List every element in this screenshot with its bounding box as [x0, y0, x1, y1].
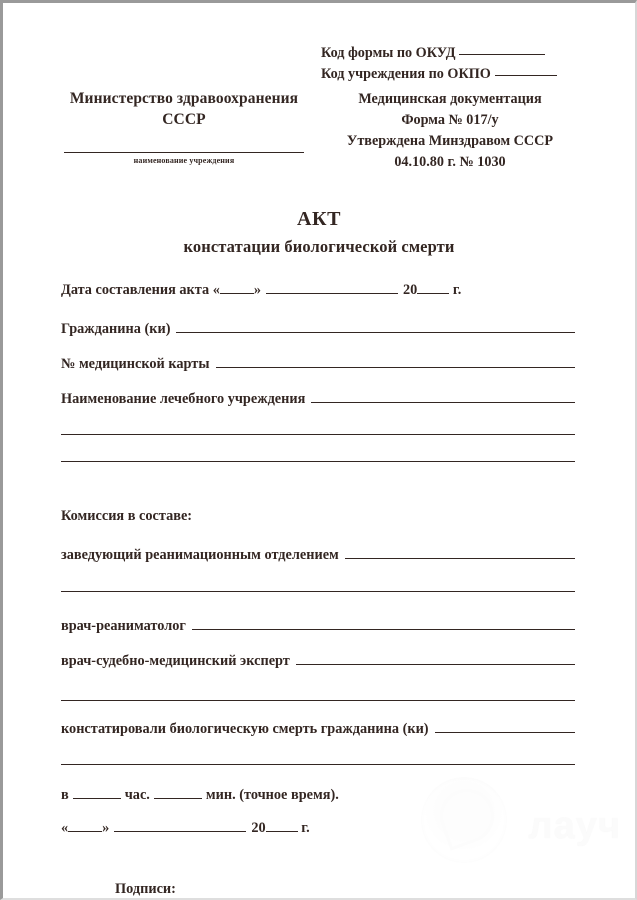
document-title-block [3, 208, 635, 257]
time-prefix-label: в [61, 787, 69, 804]
institution-field[interactable] [311, 391, 575, 403]
resuscitator-field[interactable] [192, 618, 575, 630]
commission-header-row [61, 508, 575, 525]
compilation-year-prefix: 20 [403, 281, 418, 298]
organization-name-caption: наименование учреждения [133, 156, 235, 166]
statement-row [61, 721, 575, 738]
forensic-expert-row [61, 653, 575, 670]
compilation-month-field[interactable] [266, 293, 398, 294]
okud-code-row [320, 43, 580, 64]
compilation-day-field[interactable] [220, 293, 254, 294]
signatures-section [3, 881, 635, 898]
compilation-year-field[interactable] [417, 293, 449, 294]
forensic-expert-field[interactable] [296, 653, 575, 665]
time-of-death-row [61, 787, 575, 804]
page-subtitle: констатации биологической смерти [183, 236, 455, 256]
compilation-year-suffix: г. [452, 281, 462, 298]
institution-row [61, 391, 575, 408]
document-sheet [3, 3, 635, 898]
okpo-code-label: Код учреждения по ОКПО [321, 66, 491, 83]
organization-name-rule [64, 152, 304, 153]
okud-code-label: Код формы по ОКУД [321, 45, 456, 61]
card-number-field[interactable] [216, 356, 576, 368]
citizen-row [61, 321, 575, 338]
signatures-label: Подписи: [115, 881, 176, 898]
final-year-suffix: г. [301, 820, 310, 837]
final-date-row [61, 820, 575, 837]
final-date-quote-open: « [61, 820, 69, 837]
resuscitator-row [61, 618, 575, 635]
compilation-date-row [61, 282, 575, 299]
time-hours-label: час. [124, 787, 150, 804]
meta-approved-by: Утверждена Минздравом СССР [346, 132, 554, 149]
statement-field[interactable] [435, 721, 575, 733]
time-hours-field[interactable] [73, 798, 121, 799]
page-title: АКТ [296, 207, 342, 230]
head-of-icu-row [61, 547, 575, 564]
card-number-label: № медицинской карты [61, 355, 210, 372]
ministry-name: Министерство здравоохранения [69, 90, 299, 107]
okud-code-field[interactable] [459, 54, 545, 55]
meta-form-number: Форма № 017/у [401, 111, 499, 128]
document-meta [320, 89, 580, 173]
okpo-code-row [320, 64, 580, 85]
citizen-field[interactable] [176, 321, 575, 333]
meta-approval-date: 04.10.80 г. № 1030 [394, 153, 506, 170]
head-of-icu-label: заведующий реанимационным отделением [61, 547, 339, 564]
okpo-code-field[interactable] [495, 75, 557, 76]
watermark-text: лауч [528, 805, 621, 847]
form-codes-block [310, 43, 580, 173]
final-month-field[interactable] [114, 831, 246, 832]
time-minutes-field[interactable] [154, 798, 202, 799]
commission-header-label: Комиссия в составе: [61, 508, 193, 525]
final-year-prefix: 20 [251, 820, 266, 837]
final-day-field[interactable] [68, 831, 102, 832]
ministry-country: СССР [162, 110, 206, 128]
document-body [3, 282, 635, 838]
document-header [3, 3, 635, 173]
compilation-date-quote: » [253, 281, 262, 298]
compilation-date-label: Дата составления акта « [61, 281, 220, 298]
issuing-organization-block [58, 43, 310, 165]
head-of-icu-field[interactable] [345, 547, 575, 559]
time-minutes-label: мин. (точное время). [205, 787, 339, 804]
card-number-row [61, 356, 575, 373]
final-date-quote-close: » [102, 820, 110, 837]
forensic-expert-label: врач-судебно-медицинский эксперт [61, 652, 290, 669]
final-year-field[interactable] [266, 831, 298, 832]
resuscitator-label: врач-реаниматолог [61, 617, 186, 634]
institution-label: Наименование лечебного учреждения [61, 391, 306, 408]
statement-label: констатировали биологическую смерть гражданина (ки) [61, 720, 429, 737]
meta-medical-documentation: Медицинская документация [358, 90, 542, 107]
citizen-label: Гражданина (ки) [61, 320, 171, 337]
